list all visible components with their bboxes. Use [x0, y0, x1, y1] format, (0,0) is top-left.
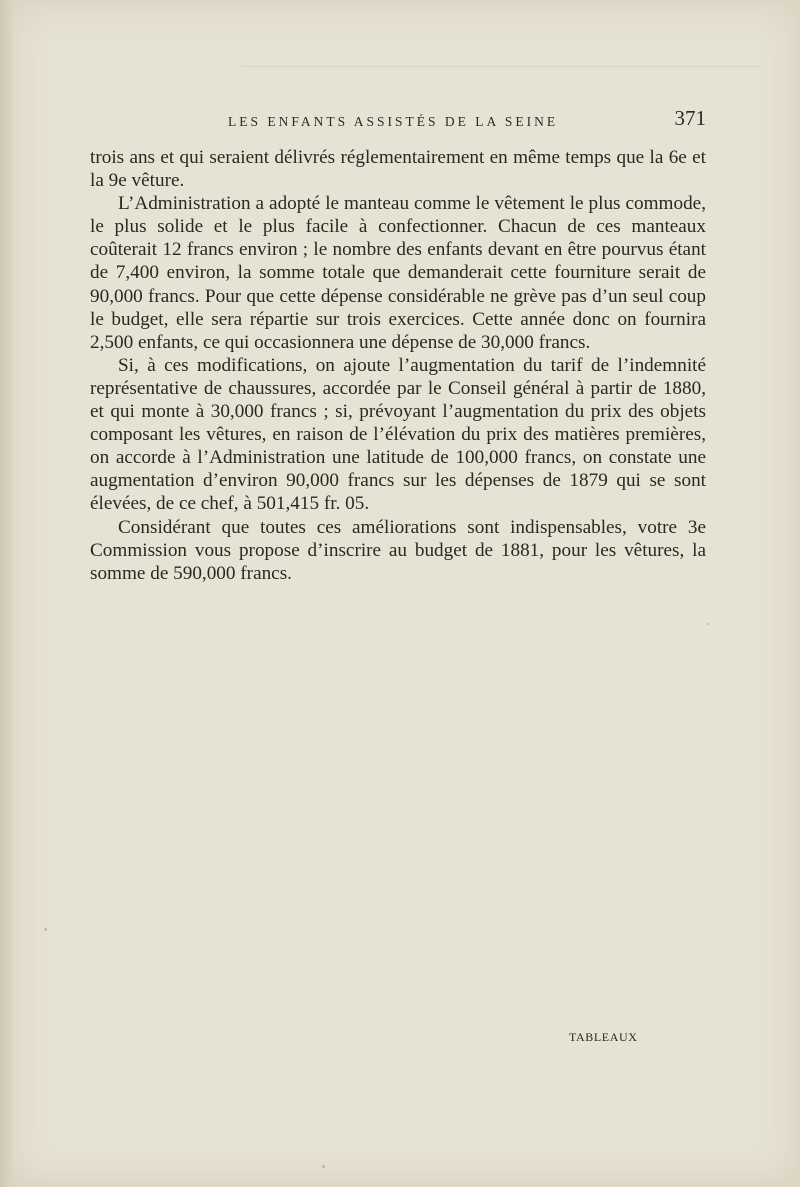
paragraph-1: trois ans et qui seraient délivrés réglementairement en même temps que la 6e et la 9e vêture. [90, 147, 706, 192]
running-title: LES ENFANTS ASSISTÉS DE LA SEINE [228, 114, 559, 129]
paper-speck [322, 1165, 325, 1168]
paper-speck [707, 623, 709, 625]
catchword: TABLEAUX [569, 1030, 638, 1044]
paragraph-3: Si, à ces modifications, on ajoute l’augmentation du tarif de l’indemnité représentative de chaussures, accordée par le Conseil général à partir de 1880, et qui monte à 30,000 francs ; si, prévoyant l’augmentation du prix des objets composant les vêtures, en raison de l’élévation du prix des matières premières, on accorde à l’Administration une latitude de 100,000 francs, on constate une augmentation d’environ 90,000 francs sur les dépenses de 1879 qui se sont élevées, de ce chef, à 501,415 fr. 05. [90, 354, 706, 515]
paper-speck [44, 928, 47, 931]
body-text [90, 146, 706, 585]
running-header [90, 104, 706, 134]
paragraph-4: Considérant que toutes ces améliorations sont indispensables, votre 3e Commission vous propose d’inscrire au budget de 1881, pour les vêtures, la somme de 590,000 francs. [90, 516, 706, 584]
page-number: 371 [674, 106, 706, 130]
paragraph-2: L’Administration a adopté le manteau comme le vêtement le plus commode, le plus solide et le plus facile à confectionner. Chacun de ces manteaux coûterait 12 francs environ ; le nombre des enfants devant en être pourvus étant de 7,400 environ, la somme totale que demanderait cette fourniture serait de 90,000 francs. Pour que cette dépense considérable ne grève pas d’un seul coup le budget, elle sera répartie sur trois exercices. Cette année donc on fournira 2,500 enfants, ce qui occasionnera une dépense de 30,000 francs. [90, 193, 706, 353]
show-through-shadow [242, 66, 762, 81]
